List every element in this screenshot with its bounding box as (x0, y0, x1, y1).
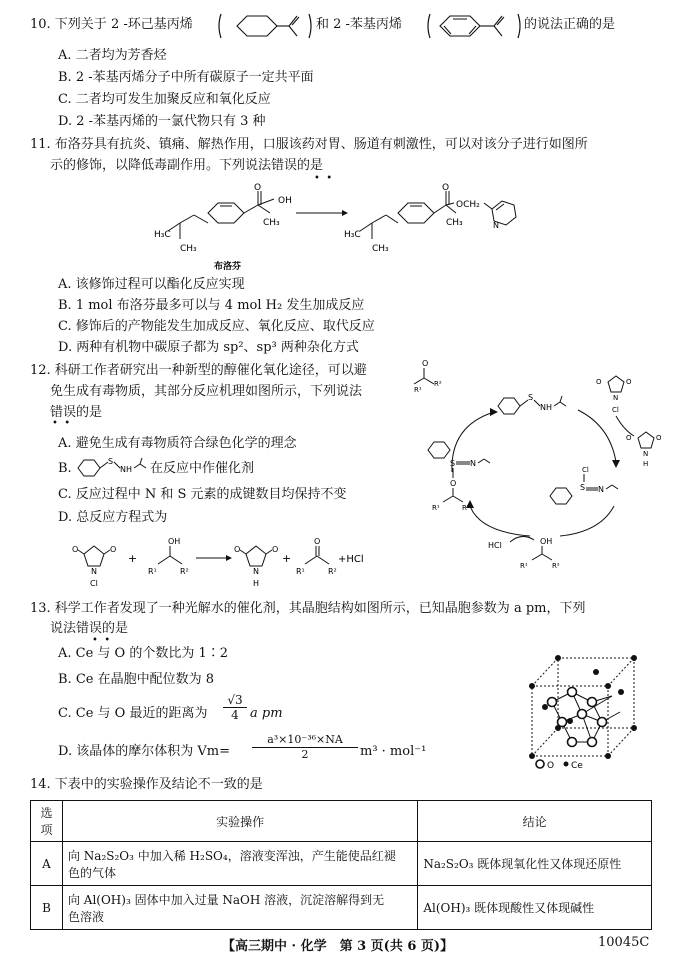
eq-cl-left: Cl (90, 579, 98, 588)
row-b-conclusion: Al(OH)₃ 既体现酸性又体现碱性 (418, 886, 652, 930)
q11-option-c: C. 修饰后的产物能发生加成反应、氧化反应、取代反应 (58, 319, 375, 334)
emphasis-dots-12: • • (52, 418, 71, 429)
eq-r1-right: R¹ (296, 567, 305, 576)
q12-option-a: A. 避免生成有毒物质符合绿色化学的理念 (58, 436, 297, 451)
q13-option-c-suffix: a pm (250, 706, 283, 721)
q12-option-c: C. 反应过程中 N 和 S 元素的成键数目均保持不变 (58, 487, 347, 502)
q14-stem: 14. 下表中的实验操作及结论不一致的是 (30, 777, 263, 792)
q10-option-a: A. 二者均为芳香烃 (58, 48, 167, 63)
cycle-o-nhs-2: O (656, 434, 662, 442)
q12-option-b-prefix: B. (58, 461, 72, 476)
eq-r2-right: R² (328, 567, 337, 576)
q10-stem-part3: 的说法正确的是 (524, 17, 616, 32)
cycle-cl-ncs: Cl (612, 406, 619, 414)
q11-option-b: B. 1 mol 布洛芬最多可以与 4 mol H₂ 发生加成反应 (58, 298, 365, 313)
q13-c-fraction (223, 693, 247, 722)
paper-code: 10045C (598, 935, 650, 950)
cycle-r1-bottom: R¹ (520, 562, 528, 570)
n-label-pyridine: N (493, 221, 499, 230)
q11-stem-line2: 示的修饰，以降低毒副作用。下列说法错误的是 (50, 158, 324, 173)
legend-o: O (547, 761, 555, 770)
row-a-operation-line1: 向 Na₂S₂O₃ 中加入稀 H₂SO₄，溶液变浑浊，产生能使品红褪 (67, 848, 396, 863)
row-a-option: A (31, 842, 63, 886)
cycle-n-nhs: N (643, 450, 649, 458)
thioether-amine-catalyst-structure (76, 456, 148, 480)
table-row (31, 886, 652, 930)
cycle-o-ncs-2: O (626, 378, 632, 386)
cycle-r1-left: R¹ (432, 504, 440, 512)
eq-plus-2: + (282, 552, 292, 565)
row-b-option: B (31, 886, 63, 930)
cycle-s-left: S (450, 459, 456, 468)
experiment-table (30, 800, 652, 930)
q11-option-a: A. 该修饰过程可以酯化反应实现 (58, 277, 245, 292)
cycle-h-nhs: H (643, 460, 649, 468)
o-label-right: O (442, 183, 450, 193)
eq-oh: OH (168, 537, 181, 546)
row-a-conclusion: Na₂S₂O₃ 既体现氧化性又体现还原性 (418, 842, 652, 886)
q12-stem-line3: 错误的是 (50, 405, 103, 420)
q10-stem-part1: 10. 下列关于 2 -环己基丙烯 (30, 17, 193, 32)
cycle-n-left: N (470, 459, 476, 468)
ibuprofen-modification-scheme (150, 183, 530, 273)
catalytic-cycle-diagram (410, 356, 670, 578)
cycle-s-top: S (528, 393, 534, 402)
cycle-o-left: O (450, 479, 457, 488)
cycle-oh-bottom: OH (540, 537, 553, 546)
cycle-o-ncs-1: O (596, 378, 602, 386)
eq-n-left: N (91, 567, 97, 576)
eq-r1-left: R¹ (148, 567, 157, 576)
q13-stem-line2: 说法错误的是 (50, 621, 129, 636)
eq-o-right-1: O (234, 545, 241, 554)
legend-ce: Ce (571, 761, 583, 770)
cycle-r2-bottom: R² (552, 562, 560, 570)
table-header-row (31, 801, 652, 842)
cycle-n-right: N (598, 485, 604, 494)
q12-stem-line2: 免生成有毒物质，其部分反应机理如图所示，下列说法 (50, 384, 363, 399)
q13-d-numerator: a³×10⁻³⁶×NA (252, 733, 358, 748)
q13-c-numerator: √3 (223, 693, 247, 708)
cycle-hcl: HCl (488, 541, 502, 550)
ibuprofen-name: 布洛芬 (214, 262, 242, 272)
row-a-operation (62, 842, 417, 886)
oh-label: OH (278, 196, 292, 206)
page-footer: 【高三期中 · 化学 第 3 页(共 6 页)】 (222, 939, 454, 954)
cycle-n-ncs: N (613, 394, 619, 402)
eq-plus-1: + (128, 552, 138, 565)
q13-stem-line1: 13. 科学工作者发现了一种光解水的催化剂，其晶胞结构如图所示，已知晶胞参数为 a pm，下列 (30, 601, 586, 616)
cycle-r2-left: R² (462, 504, 470, 512)
eq-n-right: N (253, 567, 259, 576)
q10-option-b: B. 2 -苯基丙烯分子中所有碳原子一定共平面 (58, 70, 314, 85)
eq-o-left-2: O (110, 545, 117, 554)
eq-plus-hcl: +HCl (338, 554, 364, 565)
q13-option-d-prefix: D. 该晶体的摩尔体积为 Vm= (58, 744, 230, 759)
ch3-label-right-a: CH₃ (372, 244, 389, 254)
eq-o-right-2: O (272, 545, 279, 554)
ch3-label-left-b: CH₃ (263, 218, 280, 228)
h3c-label-right: H₃C (344, 230, 361, 240)
cycle-r1-top: R¹ (414, 386, 422, 394)
q13-option-c-prefix: C. Ce 与 O 最近的距离为 (58, 706, 208, 721)
q10-option-d: D. 2 -苯基丙烯的一氯代物只有 3 种 (58, 114, 266, 129)
cycle-r2-top: R² (434, 380, 442, 388)
eq-o-ketone: O (314, 537, 321, 546)
nh-label-b: NH (120, 465, 132, 474)
crystal-cell-diagram (522, 652, 654, 770)
row-b-operation-line1: 向 Al(OH)₃ 固体中加入过量 NaOH 溶液，沉淀溶解得到无 (67, 892, 385, 907)
row-a-operation-line2: 色的气体 (67, 865, 116, 880)
s-label-b: S (108, 457, 114, 466)
q10-option-c: C. 二者均可发生加聚反应和氧化反应 (58, 92, 271, 107)
q13-option-a: A. Ce 与 O 的个数比为 1∶2 (58, 646, 229, 661)
phenyl-propene-structure (424, 10, 524, 42)
q12-option-b-suffix: 在反应中作催化剂 (150, 461, 255, 476)
q11-option-d: D. 两种有机物中碳原子都为 sp²、sp³ 两种杂化方式 (58, 340, 359, 355)
cycle-cl-right: Cl (582, 466, 589, 474)
ch3-label-left-a: CH₃ (180, 244, 197, 254)
eq-h-right: H (253, 579, 260, 588)
cyclohexyl-propene-structure (215, 10, 315, 42)
q12-option-d: D. 总反应方程式为 (58, 510, 168, 525)
q13-d-fraction (252, 733, 358, 762)
o-label-left: O (254, 183, 262, 193)
table-row (31, 842, 652, 886)
cycle-o-nhs-1: O (626, 434, 632, 442)
q12-overall-equation (70, 532, 370, 588)
q12-stem-line1: 12. 科研工作者研究出一种新型的醇催化氧化途径，可以避 (30, 363, 367, 378)
eq-o-left-1: O (72, 545, 79, 554)
emphasis-dots-13: • • (92, 635, 111, 646)
row-b-operation (62, 886, 417, 930)
header-conclusion: 结论 (418, 801, 652, 842)
q11-stem-line1: 11. 布洛芬具有抗炎、镇痛、解热作用，口服该药对胃、肠道有刺激性，可以对该分子进行如图所 (30, 137, 588, 152)
h3c-label-left: H₃C (154, 230, 171, 240)
och2-label: OCH₂ (456, 200, 480, 210)
cycle-nh-top: NH (540, 403, 552, 412)
q13-c-denominator: 4 (231, 708, 239, 722)
eq-r2-left: R² (180, 567, 189, 576)
ch3-label-right-b: CH₃ (446, 218, 463, 228)
cycle-s-right: S (580, 483, 586, 492)
q10-stem-part2: 和 2 -苯基丙烯 (316, 17, 402, 32)
header-option: 选项 (31, 801, 63, 842)
q13-option-b: B. Ce 在晶胞中配位数为 8 (58, 672, 214, 687)
q13-option-d-suffix: m³ · mol⁻¹ (360, 744, 427, 759)
header-operation: 实验操作 (62, 801, 417, 842)
cycle-o-top: O (422, 359, 429, 368)
q13-d-denominator: 2 (301, 748, 309, 761)
row-b-operation-line2: 色溶液 (67, 909, 104, 924)
emphasis-dots: • • (314, 173, 333, 184)
